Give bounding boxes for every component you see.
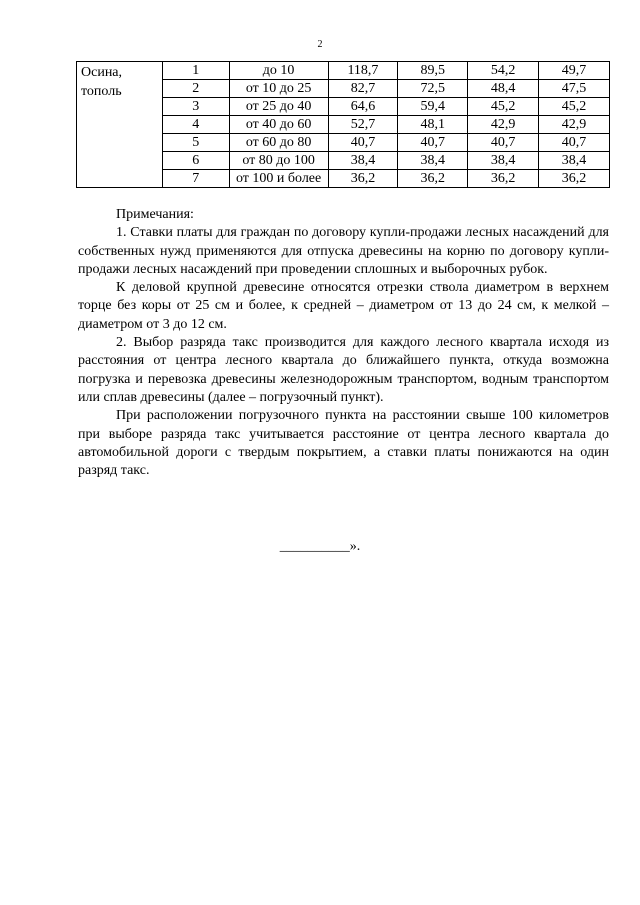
rate-cell: 36,2 — [328, 170, 398, 188]
species-name-line: тополь — [81, 84, 122, 99]
rate-cell: 38,4 — [468, 152, 539, 170]
distance-cell: от 25 до 40 — [229, 98, 328, 116]
rates-table — [76, 61, 610, 188]
rate-cell: 59,4 — [398, 98, 468, 116]
note-paragraph: 2. Выбор разряда такс производится для каждого лесного квартала исходя из расстояния от центра лесного квартала до ближайшего пункта, откуда возможна погрузка и перевозка древесины железнодорожным транспортом, водным транспортом или сплав древесины (далее – погрузочный пункт). — [78, 335, 609, 405]
rate-cell: 72,5 — [398, 80, 468, 98]
rank-cell: 3 — [162, 98, 229, 116]
rank-cell: 1 — [162, 62, 229, 80]
rate-cell: 89,5 — [398, 62, 468, 80]
closing-line: __________». — [279, 539, 361, 554]
rank-cell: 2 — [162, 80, 229, 98]
rate-cell: 49,7 — [539, 62, 610, 80]
rate-cell: 54,2 — [468, 62, 539, 80]
note-paragraph: При расположении погрузочного пункта на расстоянии свыше 100 километров при выборе разряда такс учитывается расстояние от центра лесного квартала до автомобильной дороги с твердым покрытием, а ставки платы понижаются на один разряд такс. — [78, 408, 609, 479]
rate-cell: 118,7 — [328, 62, 398, 80]
rate-cell: 40,7 — [468, 134, 539, 152]
rate-cell: 38,4 — [328, 152, 398, 170]
rate-cell: 45,2 — [539, 98, 610, 116]
distance-cell: от 40 до 60 — [229, 116, 328, 134]
distance-cell: от 60 до 80 — [229, 134, 328, 152]
rank-cell: 5 — [162, 134, 229, 152]
species-name-line: Осина, — [81, 65, 123, 80]
table-row — [77, 62, 610, 80]
rate-cell: 45,2 — [468, 98, 539, 116]
distance-cell: от 100 и более — [229, 170, 328, 188]
rate-cell: 82,7 — [328, 80, 398, 98]
notes-heading: Примечания: — [116, 207, 194, 222]
distance-cell: от 80 до 100 — [229, 152, 328, 170]
rate-cell: 40,7 — [539, 134, 610, 152]
rate-cell: 36,2 — [468, 170, 539, 188]
notes-section — [78, 206, 609, 480]
rank-cell: 6 — [162, 152, 229, 170]
page-number: 2 — [317, 39, 323, 50]
note-paragraph: К деловой крупной древесине относятся отрезки ствола диаметром в верхнем торце без коры от 25 см и более, к средней – диаметром от 13 до 24 см, к мелкой – диаметром от 3 до 12 см. — [78, 280, 609, 332]
rate-cell: 36,2 — [539, 170, 610, 188]
rate-cell: 40,7 — [398, 134, 468, 152]
rate-cell: 64,6 — [328, 98, 398, 116]
rate-cell: 42,9 — [539, 116, 610, 134]
rate-cell: 38,4 — [539, 152, 610, 170]
rate-cell: 38,4 — [398, 152, 468, 170]
rate-cell: 47,5 — [539, 80, 610, 98]
rate-cell: 48,4 — [468, 80, 539, 98]
rate-cell: 36,2 — [398, 170, 468, 188]
distance-cell: до 10 — [229, 62, 328, 80]
species-cell — [77, 62, 163, 188]
rate-cell: 40,7 — [328, 134, 398, 152]
rate-cell: 42,9 — [468, 116, 539, 134]
rate-cell: 52,7 — [328, 116, 398, 134]
rank-cell: 7 — [162, 170, 229, 188]
note-paragraph: 1. Ставки платы для граждан по договору купли-продажи лесных насаждений для собственных нужд применяются для отпуска древесины на корню по договору купли-продажи лесных насаждений при проведении сплошных и выборочных рубок. — [78, 225, 609, 277]
distance-cell: от 10 до 25 — [229, 80, 328, 98]
rate-cell: 48,1 — [398, 116, 468, 134]
rank-cell: 4 — [162, 116, 229, 134]
